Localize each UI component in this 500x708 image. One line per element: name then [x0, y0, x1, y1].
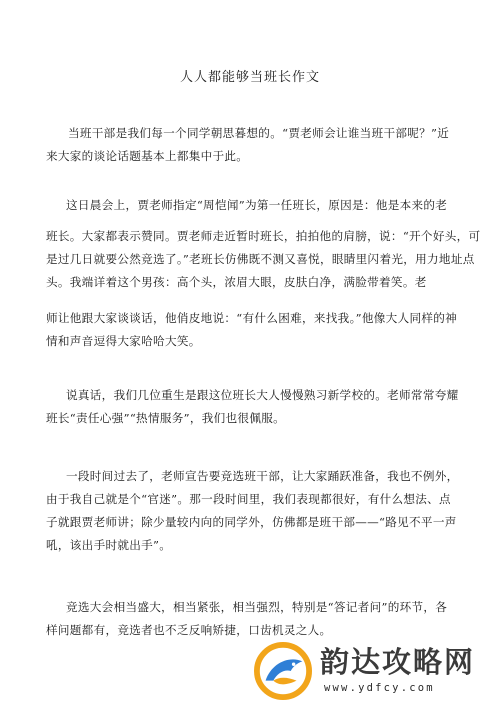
watermark-site-name: 韵达攻略网 [320, 645, 476, 679]
paragraph-line: 这日晨会上，贾老师指定“周恺闻”为第一任班长，原因是：他是本来的老 [66, 198, 448, 212]
paragraph-line: 说真话，我们几位重生是跟这位班长大人慢慢熟习新学校的。老师常常夸耀 [66, 388, 459, 402]
paragraph-line: 吼，该出手时就出手”。 [46, 538, 172, 552]
watermark-url: www.ydfcy.com [324, 682, 435, 694]
paragraph-line: 是过几日就要公然竞选了。”老班长仿佛既不测又喜悦，眼睛里闪着光，用力地址点 [46, 252, 475, 266]
paragraph-line: 子就跟贾老师讲；除少量较内向的同学外，仿佛都是班干部——“路见不平一声 [46, 515, 457, 529]
paragraph-line: 情和声音逗得大家哈哈大笑。 [46, 334, 201, 348]
paragraph-line: 竞选大会相当盛大，相当紧张，相当强烈，特别是“答记者问”的环节，各 [66, 600, 448, 614]
paragraph-1 [46, 122, 450, 168]
paragraph-line: 样问题都有，竞选者也不乏反响矫捷，口齿机灵之人。 [46, 623, 332, 637]
dolphin-logo-icon [254, 642, 312, 700]
paragraph-6 [46, 596, 448, 642]
paragraph-line: 头。我端详着这个男孩：高个头，浓眉大眼，皮肤白净，满脸带着笑。老 [46, 275, 427, 289]
paragraph-3 [46, 307, 458, 353]
paragraph-line: 师让他跟大家谈谈话，他俏皮地说：“有什么困难，来找我。”他像大人同样的神 [46, 311, 458, 325]
paragraph-5 [46, 465, 459, 557]
paragraph-2 [46, 194, 481, 294]
paragraph-line: 班长。大家都表示赞同。贾老师走近暂时班长，拍拍他的肩膀，说：“开个好头，可 [46, 229, 481, 243]
paragraph-line: 来大家的谈论话题基本上都集中于此。 [46, 149, 249, 163]
paragraph-line: 当班干部是我们每一个同学朝思暮想的。“贾老师会让谁当班干部呢？”近 [68, 126, 450, 140]
paragraph-4 [46, 384, 459, 430]
paragraph-line: 由于我自己就是个“官迷”。那一段时间里，我们表现都很好，有什么想法、点 [46, 492, 451, 506]
watermark [246, 638, 498, 702]
paragraph-line: 一段时间过去了，老师宣告要竞选班干部，让大家踊跃准备，我也不例外， [66, 469, 459, 483]
document-title: 人人都能够当班长作文 [179, 70, 320, 85]
paragraph-line: 班长“责任心强”“热情服务”，我们也很佩服。 [46, 411, 285, 425]
